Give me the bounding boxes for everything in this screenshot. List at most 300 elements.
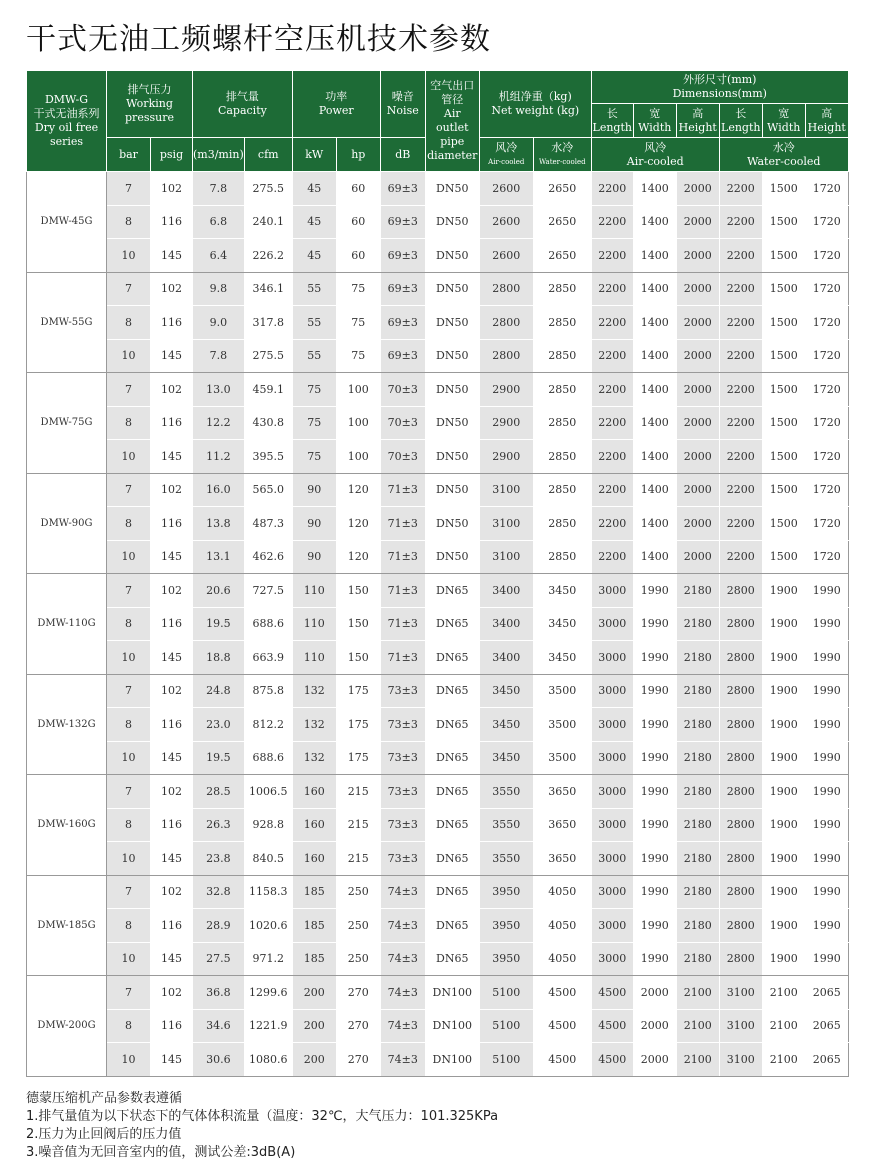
cell-d2: 2180 xyxy=(676,674,719,708)
cell-d4: 1900 xyxy=(762,808,805,842)
cell-d5: 1990 xyxy=(805,842,848,876)
cell-w_air: 3100 xyxy=(479,540,533,574)
cell-d0: 2200 xyxy=(591,205,633,239)
cell-m3: 18.8 xyxy=(193,641,245,675)
cell-psig: 116 xyxy=(151,1009,193,1043)
cell-d3: 2800 xyxy=(719,607,762,641)
cell-d2: 2180 xyxy=(676,808,719,842)
cell-kw: 132 xyxy=(292,741,336,775)
cell-w_air: 3400 xyxy=(479,641,533,675)
cell-d1: 1400 xyxy=(633,406,676,440)
cell-kw: 90 xyxy=(292,507,336,541)
cell-d5: 1990 xyxy=(805,775,848,809)
cell-d0: 2200 xyxy=(591,540,633,574)
cell-psig: 102 xyxy=(151,976,193,1010)
header-dimensions: 外形尺寸(mm) Dimensions(mm) xyxy=(591,71,848,104)
cell-pipe: DN50 xyxy=(425,272,479,306)
cell-noise: 74±3 xyxy=(380,875,425,909)
cell-d4: 2100 xyxy=(762,976,805,1010)
cell-d5: 1720 xyxy=(805,239,848,273)
cell-psig: 116 xyxy=(151,808,193,842)
table-row xyxy=(27,440,849,474)
cell-kw: 110 xyxy=(292,641,336,675)
cell-d2: 2100 xyxy=(676,1043,719,1077)
cell-noise: 71±3 xyxy=(380,574,425,608)
cell-pipe: DN65 xyxy=(425,875,479,909)
table-row xyxy=(27,909,849,943)
cell-cfm: 1020.6 xyxy=(244,909,292,943)
cell-noise: 69±3 xyxy=(380,239,425,273)
cell-bar: 10 xyxy=(107,942,151,976)
cell-pipe: DN50 xyxy=(425,473,479,507)
cell-d1: 1990 xyxy=(633,607,676,641)
cell-hp: 215 xyxy=(336,808,380,842)
cell-m3: 23.8 xyxy=(193,842,245,876)
cell-cfm: 1221.9 xyxy=(244,1009,292,1043)
cell-pipe: DN65 xyxy=(425,574,479,608)
header-outlet: 空气出口 管径 Air outlet pipe diameter xyxy=(425,71,479,172)
cell-bar: 10 xyxy=(107,440,151,474)
cell-w_water: 4050 xyxy=(533,909,591,943)
cell-d0: 2200 xyxy=(591,272,633,306)
cell-d4: 1900 xyxy=(762,641,805,675)
table-row xyxy=(27,507,849,541)
cell-hp: 215 xyxy=(336,842,380,876)
cell-m3: 34.6 xyxy=(193,1009,245,1043)
cell-psig: 145 xyxy=(151,440,193,474)
cell-d3: 2800 xyxy=(719,775,762,809)
cell-bar: 7 xyxy=(107,373,151,407)
cell-d4: 2100 xyxy=(762,1009,805,1043)
cell-hp: 270 xyxy=(336,1043,380,1077)
cell-d5: 1720 xyxy=(805,339,848,373)
cell-w_water: 4050 xyxy=(533,875,591,909)
cell-cfm: 430.8 xyxy=(244,406,292,440)
header-series: DMW-G 干式无油系列 Dry oil free series xyxy=(27,71,107,172)
cell-noise: 70±3 xyxy=(380,406,425,440)
header-unit-cfm: cfm xyxy=(244,138,292,172)
cell-pipe: DN50 xyxy=(425,406,479,440)
cell-pipe: DN65 xyxy=(425,708,479,742)
cell-cfm: 565.0 xyxy=(244,473,292,507)
cell-d3: 2200 xyxy=(719,306,762,340)
header-dim-height-air: 高 Height xyxy=(676,104,719,138)
cell-d2: 2180 xyxy=(676,574,719,608)
cell-cfm: 240.1 xyxy=(244,205,292,239)
cell-d1: 1400 xyxy=(633,373,676,407)
cell-w_air: 3450 xyxy=(479,708,533,742)
cell-w_air: 2600 xyxy=(479,239,533,273)
cell-d2: 2180 xyxy=(676,942,719,976)
cell-d5: 2065 xyxy=(805,976,848,1010)
cell-d3: 2200 xyxy=(719,440,762,474)
cell-pipe: DN65 xyxy=(425,674,479,708)
cell-noise: 71±3 xyxy=(380,473,425,507)
cell-hp: 175 xyxy=(336,741,380,775)
header-dim-air: 风冷 Air-cooled xyxy=(591,138,719,172)
cell-d4: 1500 xyxy=(762,507,805,541)
cell-m3: 16.0 xyxy=(193,473,245,507)
cell-psig: 145 xyxy=(151,942,193,976)
cell-kw: 185 xyxy=(292,942,336,976)
cell-psig: 116 xyxy=(151,205,193,239)
cell-bar: 7 xyxy=(107,875,151,909)
cell-d1: 1990 xyxy=(633,909,676,943)
table-row xyxy=(27,808,849,842)
cell-pipe: DN65 xyxy=(425,775,479,809)
cell-d4: 1900 xyxy=(762,875,805,909)
cell-bar: 10 xyxy=(107,540,151,574)
cell-noise: 73±3 xyxy=(380,842,425,876)
model-name: DMW-90G xyxy=(27,473,107,574)
cell-w_water: 4500 xyxy=(533,1043,591,1077)
header-unit-db: dB xyxy=(380,138,425,172)
cell-w_air: 3550 xyxy=(479,808,533,842)
cell-w_water: 2650 xyxy=(533,172,591,206)
cell-psig: 145 xyxy=(151,641,193,675)
header-dim-height-water: 高 Height xyxy=(805,104,848,138)
cell-d0: 2200 xyxy=(591,373,633,407)
header-unit-bar: bar xyxy=(107,138,151,172)
cell-w_water: 4500 xyxy=(533,1009,591,1043)
cell-hp: 75 xyxy=(336,306,380,340)
cell-w_water: 2650 xyxy=(533,239,591,273)
table-row xyxy=(27,272,849,306)
cell-bar: 7 xyxy=(107,172,151,206)
cell-bar: 8 xyxy=(107,808,151,842)
cell-bar: 10 xyxy=(107,741,151,775)
cell-d3: 2800 xyxy=(719,808,762,842)
cell-d0: 2200 xyxy=(591,507,633,541)
cell-w_air: 3450 xyxy=(479,741,533,775)
cell-hp: 120 xyxy=(336,507,380,541)
cell-d4: 1900 xyxy=(762,942,805,976)
cell-psig: 102 xyxy=(151,172,193,206)
cell-noise: 73±3 xyxy=(380,775,425,809)
cell-psig: 102 xyxy=(151,272,193,306)
cell-w_water: 2850 xyxy=(533,373,591,407)
cell-w_water: 2850 xyxy=(533,306,591,340)
header-noise: 噪音 Noise xyxy=(380,71,425,138)
cell-d2: 2100 xyxy=(676,1009,719,1043)
cell-d5: 1990 xyxy=(805,607,848,641)
cell-d5: 1720 xyxy=(805,507,848,541)
cell-bar: 8 xyxy=(107,909,151,943)
cell-d3: 2800 xyxy=(719,641,762,675)
cell-psig: 145 xyxy=(151,540,193,574)
cell-d2: 2180 xyxy=(676,775,719,809)
cell-d2: 2180 xyxy=(676,607,719,641)
cell-d0: 3000 xyxy=(591,875,633,909)
cell-d0: 2200 xyxy=(591,306,633,340)
cell-w_water: 3450 xyxy=(533,641,591,675)
cell-psig: 102 xyxy=(151,373,193,407)
cell-w_water: 2850 xyxy=(533,473,591,507)
cell-hp: 75 xyxy=(336,272,380,306)
cell-d3: 2200 xyxy=(719,172,762,206)
cell-d0: 4500 xyxy=(591,1043,633,1077)
cell-d2: 2000 xyxy=(676,205,719,239)
model-name: DMW-132G xyxy=(27,674,107,775)
cell-hp: 250 xyxy=(336,909,380,943)
cell-d2: 2000 xyxy=(676,406,719,440)
cell-noise: 74±3 xyxy=(380,942,425,976)
cell-noise: 73±3 xyxy=(380,741,425,775)
cell-m3: 32.8 xyxy=(193,875,245,909)
cell-bar: 8 xyxy=(107,406,151,440)
note-item: 3.噪音值为无回音室内的值，测试公差:3dB(A) xyxy=(26,1145,296,1160)
cell-m3: 19.5 xyxy=(193,607,245,641)
cell-d3: 2800 xyxy=(719,942,762,976)
cell-kw: 160 xyxy=(292,842,336,876)
cell-cfm: 688.6 xyxy=(244,741,292,775)
cell-kw: 185 xyxy=(292,875,336,909)
cell-psig: 102 xyxy=(151,674,193,708)
cell-hp: 250 xyxy=(336,942,380,976)
cell-d2: 2000 xyxy=(676,440,719,474)
cell-psig: 145 xyxy=(151,1043,193,1077)
cell-d1: 1990 xyxy=(633,641,676,675)
cell-w_air: 3400 xyxy=(479,574,533,608)
cell-pipe: DN65 xyxy=(425,607,479,641)
cell-kw: 110 xyxy=(292,607,336,641)
cell-w_water: 4050 xyxy=(533,942,591,976)
cell-w_air: 2800 xyxy=(479,272,533,306)
cell-cfm: 462.6 xyxy=(244,540,292,574)
cell-w_water: 3650 xyxy=(533,775,591,809)
cell-noise: 71±3 xyxy=(380,607,425,641)
cell-d4: 1900 xyxy=(762,741,805,775)
cell-noise: 74±3 xyxy=(380,1009,425,1043)
cell-d2: 2000 xyxy=(676,306,719,340)
cell-psig: 145 xyxy=(151,339,193,373)
cell-d1: 1990 xyxy=(633,574,676,608)
cell-d2: 2000 xyxy=(676,339,719,373)
cell-d4: 1900 xyxy=(762,607,805,641)
cell-noise: 69±3 xyxy=(380,272,425,306)
cell-pipe: DN50 xyxy=(425,440,479,474)
note-item: 2.压力为止回阀后的压力值 xyxy=(26,1127,182,1142)
cell-m3: 6.8 xyxy=(193,205,245,239)
cell-d3: 2200 xyxy=(719,540,762,574)
cell-d0: 3000 xyxy=(591,775,633,809)
cell-d5: 2065 xyxy=(805,1009,848,1043)
cell-cfm: 875.8 xyxy=(244,674,292,708)
cell-cfm: 317.8 xyxy=(244,306,292,340)
cell-d1: 1990 xyxy=(633,875,676,909)
cell-d0: 2200 xyxy=(591,339,633,373)
cell-w_air: 3450 xyxy=(479,674,533,708)
cell-d1: 1990 xyxy=(633,708,676,742)
notes xyxy=(26,1090,498,1162)
cell-d0: 4500 xyxy=(591,1009,633,1043)
cell-w_air: 3100 xyxy=(479,473,533,507)
cell-d1: 1990 xyxy=(633,775,676,809)
cell-noise: 73±3 xyxy=(380,708,425,742)
cell-kw: 90 xyxy=(292,540,336,574)
cell-pipe: DN65 xyxy=(425,909,479,943)
cell-bar: 10 xyxy=(107,339,151,373)
cell-d5: 1990 xyxy=(805,708,848,742)
cell-d5: 1720 xyxy=(805,440,848,474)
model-name: DMW-200G xyxy=(27,976,107,1077)
cell-w_air: 2900 xyxy=(479,373,533,407)
cell-w_air: 3100 xyxy=(479,507,533,541)
table-row xyxy=(27,741,849,775)
cell-d3: 3100 xyxy=(719,976,762,1010)
cell-bar: 8 xyxy=(107,205,151,239)
cell-m3: 24.8 xyxy=(193,674,245,708)
table-row xyxy=(27,607,849,641)
cell-d0: 3000 xyxy=(591,607,633,641)
cell-cfm: 346.1 xyxy=(244,272,292,306)
cell-d2: 2180 xyxy=(676,842,719,876)
cell-hp: 60 xyxy=(336,239,380,273)
cell-kw: 55 xyxy=(292,272,336,306)
cell-d2: 2180 xyxy=(676,741,719,775)
cell-d3: 2800 xyxy=(719,875,762,909)
cell-d3: 2200 xyxy=(719,507,762,541)
cell-pipe: DN65 xyxy=(425,641,479,675)
cell-bar: 8 xyxy=(107,708,151,742)
cell-d3: 2800 xyxy=(719,708,762,742)
cell-d0: 3000 xyxy=(591,909,633,943)
cell-d2: 2000 xyxy=(676,373,719,407)
cell-pipe: DN50 xyxy=(425,339,479,373)
cell-d0: 3000 xyxy=(591,741,633,775)
cell-hp: 150 xyxy=(336,641,380,675)
cell-d4: 1500 xyxy=(762,540,805,574)
cell-m3: 13.8 xyxy=(193,507,245,541)
cell-bar: 10 xyxy=(107,1043,151,1077)
cell-m3: 12.2 xyxy=(193,406,245,440)
cell-d0: 2200 xyxy=(591,406,633,440)
cell-bar: 7 xyxy=(107,473,151,507)
cell-bar: 7 xyxy=(107,272,151,306)
cell-d3: 2200 xyxy=(719,473,762,507)
cell-d0: 4500 xyxy=(591,976,633,1010)
cell-d4: 1500 xyxy=(762,205,805,239)
cell-hp: 120 xyxy=(336,540,380,574)
cell-kw: 200 xyxy=(292,976,336,1010)
cell-kw: 200 xyxy=(292,1043,336,1077)
table-row xyxy=(27,1043,849,1077)
cell-d2: 2000 xyxy=(676,239,719,273)
cell-d4: 1900 xyxy=(762,708,805,742)
cell-w_air: 3400 xyxy=(479,607,533,641)
cell-m3: 7.8 xyxy=(193,172,245,206)
cell-kw: 75 xyxy=(292,373,336,407)
cell-d4: 1900 xyxy=(762,674,805,708)
cell-d4: 1500 xyxy=(762,172,805,206)
cell-hp: 250 xyxy=(336,875,380,909)
cell-bar: 8 xyxy=(107,1009,151,1043)
cell-w_water: 3450 xyxy=(533,607,591,641)
cell-d1: 1990 xyxy=(633,808,676,842)
cell-cfm: 663.9 xyxy=(244,641,292,675)
cell-cfm: 275.5 xyxy=(244,172,292,206)
cell-hp: 100 xyxy=(336,373,380,407)
header-unit-kw: kW xyxy=(292,138,336,172)
cell-bar: 7 xyxy=(107,574,151,608)
cell-kw: 160 xyxy=(292,808,336,842)
cell-w_air: 2600 xyxy=(479,172,533,206)
cell-noise: 69±3 xyxy=(380,172,425,206)
cell-d3: 2200 xyxy=(719,406,762,440)
header-unit-m3min: (m3/min) xyxy=(193,138,245,172)
cell-d3: 2800 xyxy=(719,574,762,608)
cell-d5: 1990 xyxy=(805,674,848,708)
cell-d1: 1400 xyxy=(633,272,676,306)
cell-d1: 1400 xyxy=(633,507,676,541)
cell-kw: 75 xyxy=(292,406,336,440)
cell-d4: 1500 xyxy=(762,239,805,273)
cell-d1: 1400 xyxy=(633,205,676,239)
cell-cfm: 487.3 xyxy=(244,507,292,541)
cell-pipe: DN50 xyxy=(425,205,479,239)
header-dim-length-water: 长 Length xyxy=(719,104,762,138)
cell-w_water: 2850 xyxy=(533,339,591,373)
cell-d4: 1500 xyxy=(762,306,805,340)
cell-cfm: 971.2 xyxy=(244,942,292,976)
cell-d0: 3000 xyxy=(591,641,633,675)
header-unit-psig: psig xyxy=(151,138,193,172)
cell-d5: 1720 xyxy=(805,306,848,340)
cell-d3: 3100 xyxy=(719,1009,762,1043)
cell-pipe: DN50 xyxy=(425,172,479,206)
cell-hp: 150 xyxy=(336,574,380,608)
cell-kw: 45 xyxy=(292,172,336,206)
table-row xyxy=(27,942,849,976)
cell-d1: 1990 xyxy=(633,741,676,775)
cell-psig: 116 xyxy=(151,909,193,943)
cell-w_air: 3550 xyxy=(479,842,533,876)
cell-w_water: 2650 xyxy=(533,205,591,239)
cell-noise: 69±3 xyxy=(380,339,425,373)
cell-bar: 8 xyxy=(107,507,151,541)
cell-noise: 73±3 xyxy=(380,808,425,842)
cell-d2: 2000 xyxy=(676,540,719,574)
cell-d1: 1400 xyxy=(633,239,676,273)
cell-hp: 215 xyxy=(336,775,380,809)
cell-psig: 145 xyxy=(151,741,193,775)
cell-d3: 2200 xyxy=(719,339,762,373)
model-name: DMW-75G xyxy=(27,373,107,474)
table-row xyxy=(27,172,849,206)
cell-d0: 2200 xyxy=(591,440,633,474)
cell-d2: 2000 xyxy=(676,473,719,507)
cell-hp: 120 xyxy=(336,473,380,507)
cell-d2: 2000 xyxy=(676,272,719,306)
cell-w_water: 2850 xyxy=(533,272,591,306)
cell-d3: 2200 xyxy=(719,205,762,239)
header-capacity: 排气量 Capacity xyxy=(193,71,293,138)
cell-d1: 1400 xyxy=(633,440,676,474)
cell-d2: 2180 xyxy=(676,708,719,742)
cell-kw: 90 xyxy=(292,473,336,507)
model-name: DMW-55G xyxy=(27,272,107,373)
cell-noise: 74±3 xyxy=(380,976,425,1010)
cell-d1: 1400 xyxy=(633,172,676,206)
cell-d1: 2000 xyxy=(633,1043,676,1077)
cell-w_air: 5100 xyxy=(479,1043,533,1077)
cell-noise: 69±3 xyxy=(380,205,425,239)
cell-pipe: DN65 xyxy=(425,808,479,842)
cell-d4: 1900 xyxy=(762,574,805,608)
cell-d4: 1500 xyxy=(762,406,805,440)
cell-kw: 200 xyxy=(292,1009,336,1043)
cell-d5: 1720 xyxy=(805,406,848,440)
